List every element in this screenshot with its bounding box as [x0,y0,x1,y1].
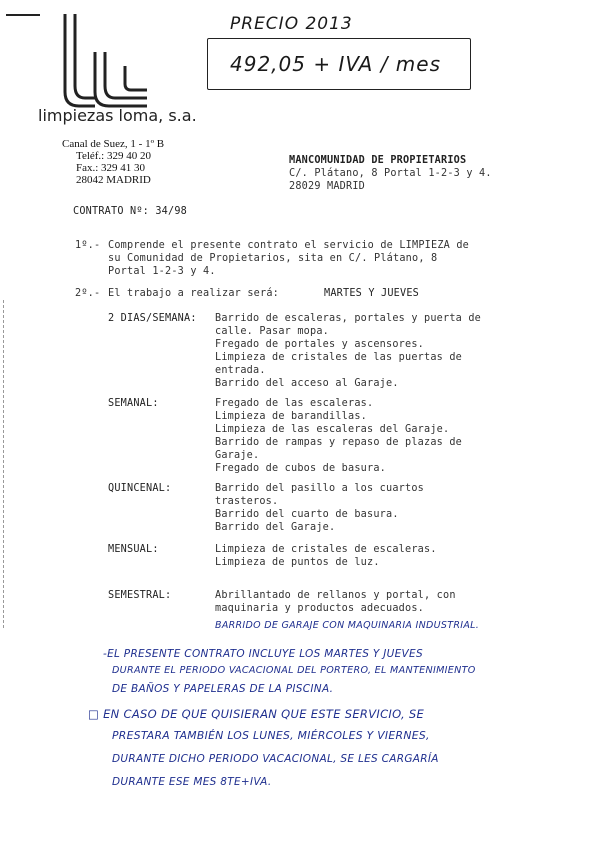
schedule-label: MENSUAL: [108,544,159,555]
handwritten-note-line: DURANTE EL PERIODO VACACIONAL DEL PORTERO, EL MANTENIMIENTO [112,665,476,676]
schedule-line: Fregado de las escaleras. [215,398,374,409]
schedule-line: Barrido del cuarto de basura. [215,509,399,520]
contract-number: CONTRATO Nº: 34/98 [73,206,188,217]
schedule-line: Barrido del Garaje. [215,522,336,533]
schedule-label: SEMESTRAL: [108,590,172,601]
schedule-line: Barrido de escaleras, portales y puerta de [215,313,482,324]
schedule-line: Limpieza de cristales de escaleras. [215,544,437,555]
handwritten-note-line: DURANTE DICHO PERIODO VACACIONAL, SE LES CARGARÍA [112,753,439,765]
schedule-label: SEMANAL: [108,398,159,409]
handwritten-note-line: □ EN CASO DE QUE QUISIERAN QUE ESTE SERVICIO, SE [88,707,425,721]
schedule-line: Abrillantado de rellanos y portal, con [215,590,456,601]
handwritten-note-line: DE BAÑOS Y PAPELERAS DE LA PISCINA. [112,683,334,695]
schedule-line: Barrido del acceso al Garaje. [215,378,399,389]
schedule-line: maquinaria y productos adecuados. [215,603,425,614]
handwritten-semestral-extra: BARRIDO DE GARAJE CON MAQUINARIA INDUSTRIAL. [215,620,480,631]
recipient-address: C/. Plátano, 8 Portal 1-2-3 y 4. [289,168,492,179]
clause2-text: El trabajo a realizar será: [108,288,280,299]
schedule-line: Limpieza de las escaleras del Garaje. [215,424,450,435]
schedule-line: entrada. [215,365,266,376]
handwritten-note-line: PRESTARA TAMBIÉN LOS LUNES, MIÉRCOLES Y VIERNES, [112,729,430,742]
clause1-number: 1º.- [75,240,101,251]
company-address: Canal de Suez, 1 - 1º B [62,138,165,150]
company-logo [55,14,155,114]
schedule-label: 2 DIAS/SEMANA: [108,313,197,324]
clause1-line: su Comunidad de Propietarios, sita en C/. Plátano, 8 [108,253,438,264]
price-label: PRECIO 2013 [230,14,353,34]
clause2-days: MARTES Y JUEVES [324,288,420,299]
company-name: limpiezas loma, s.a. [38,106,197,125]
schedule-line: Garaje. [215,450,260,461]
scan-dash-mark [6,14,40,16]
company-fax: Fax.: 329 41 30 [76,162,146,174]
margin-registration-mark [1,300,6,630]
schedule-line: Fregado de portales y ascensores. [215,339,425,350]
schedule-line: Limpieza de barandillas. [215,411,368,422]
schedule-line: Limpieza de cristales de las puertas de [215,352,463,363]
handwritten-note-line: DURANTE ESE MES 8TE+IVA. [112,776,272,788]
recipient-name: MANCOMUNIDAD DE PROPIETARIOS [289,155,467,166]
schedule-line: Limpieza de puntos de luz. [215,557,380,568]
recipient-city: 28029 MADRID [289,181,366,192]
schedule-line: Barrido de rampas y repaso de plazas de [215,437,463,448]
schedule-line: Fregado de cubos de basura. [215,463,387,474]
company-city: 28042 MADRID [76,174,151,186]
schedule-line: trasteros. [215,496,279,507]
clause1-line: Portal 1-2-3 y 4. [108,266,216,277]
clause1-line: Comprende el presente contrato el servicio de LIMPIEZA de [108,240,470,251]
handwritten-note-line: -EL PRESENTE CONTRATO INCLUYE LOS MARTES Y JUEVES [103,648,423,660]
schedule-line: Barrido del pasillo a los cuartos [215,483,425,494]
company-phone: Teléf.: 329 40 20 [76,150,151,162]
schedule-line: calle. Pasar mopa. [215,326,330,337]
schedule-label: QUINCENAL: [108,483,172,494]
price-amount: 492,05 + IVA / mes [230,52,442,76]
clause2-number: 2º.- [75,288,101,299]
